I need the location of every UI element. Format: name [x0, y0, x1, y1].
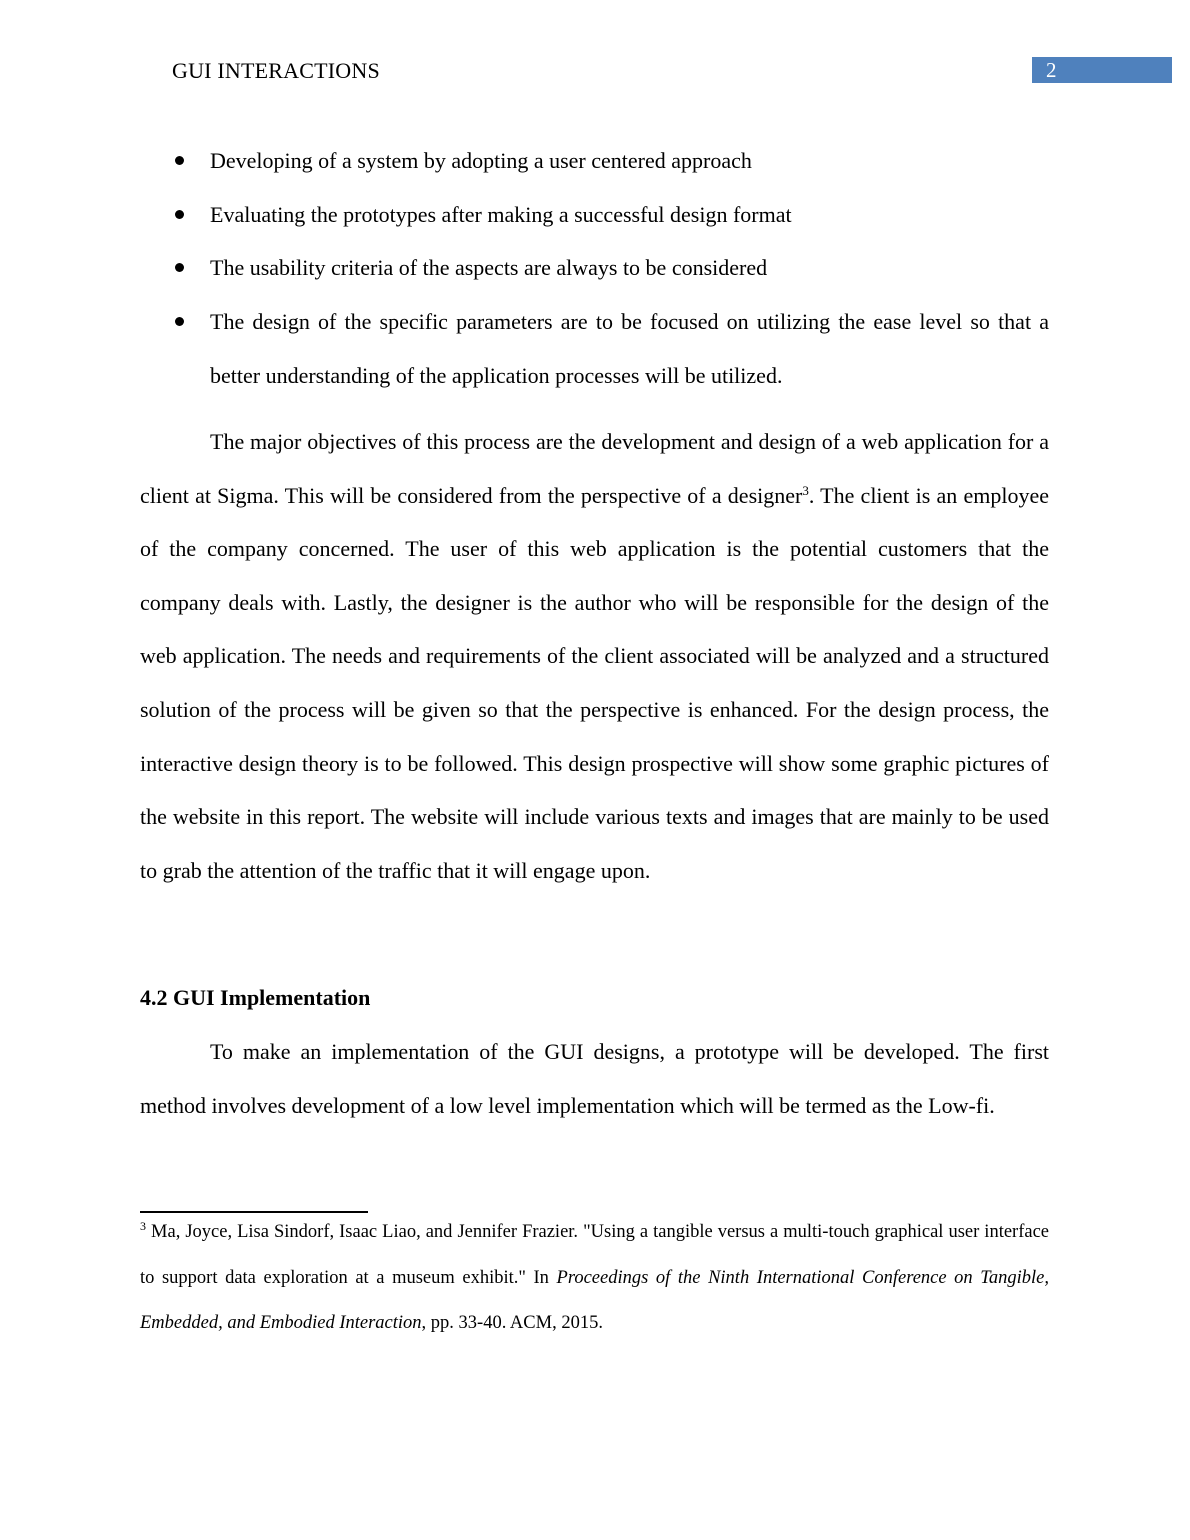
implementation-paragraph: To make an implementation of the GUI designs, a prototype will be developed. The first method involves development of a low level implementation which will be termed as the Low-fi. — [140, 1039, 1049, 1118]
paragraph-text-continued: . The client is an employee of the company concerned. The user of this web application is the potential customers that the company deals with. Lastly, the designer is the author who will be responsible for the design of the web application. The needs and requirements of the client associated will be analyzed and a structured solution of the process will be given so that the perspective is enhanced. For the design process, the interactive design theory is to be followed. This design prospective will show some graphic pictures of the website in this report. The website will include various texts and images that are mainly to be used to grab the attention of the traffic that it will engage upon. — [140, 482, 1049, 883]
footnote-text-end: , pp. 33-40. ACM, 2015. — [421, 1313, 603, 1333]
list-item — [140, 188, 1049, 242]
list-item-text: Developing of a system by adopting a user centered approach — [210, 148, 752, 173]
footnote-reference[interactable]: 3 — [802, 482, 809, 498]
list-item-text: The usability criteria of the aspects are always to be considered — [210, 255, 768, 281]
bullet-icon — [175, 263, 184, 272]
bullet-icon — [175, 210, 184, 219]
page-number-box — [1032, 57, 1172, 83]
list-item — [140, 241, 1049, 295]
objectives-bullet-list — [140, 134, 1049, 403]
list-item-text: Evaluating the prototypes after making a successful design format — [210, 201, 792, 227]
footnote-marker: 3 — [140, 1219, 146, 1233]
bullet-icon — [175, 317, 184, 326]
page-number: 2 — [1046, 58, 1057, 82]
running-header-title: GUI INTERACTIONS — [172, 58, 380, 83]
list-item — [140, 134, 1049, 188]
paragraph-text: The major objectives of this process are the development and design of a web application for a client at Sigma. This will be considered from the perspective of a designer — [140, 429, 1049, 508]
footnote — [140, 1210, 1049, 1347]
list-item-text: The design of the specific parameters are to be focused on utilizing the ease level so that a better understanding of the application processes will be utilized. — [210, 309, 1049, 388]
bullet-icon — [175, 156, 184, 165]
footnote-italic-title: Proceedings of the Ninth International Conference on Tangible, Embedded, and Embodied Interaction — [140, 1267, 1049, 1333]
footnote-text: Ma, Joyce, Lisa Sindorf, Isaac Liao, and Jennifer Frazier. "Using a tangible versus a multi-touch graphical user interface to support data exploration at a museum exhibit." In — [140, 1222, 1049, 1288]
section-heading: 4.2 GUI Implementation — [140, 985, 371, 1010]
objectives-paragraph — [140, 415, 1049, 897]
list-item — [140, 295, 1049, 402]
